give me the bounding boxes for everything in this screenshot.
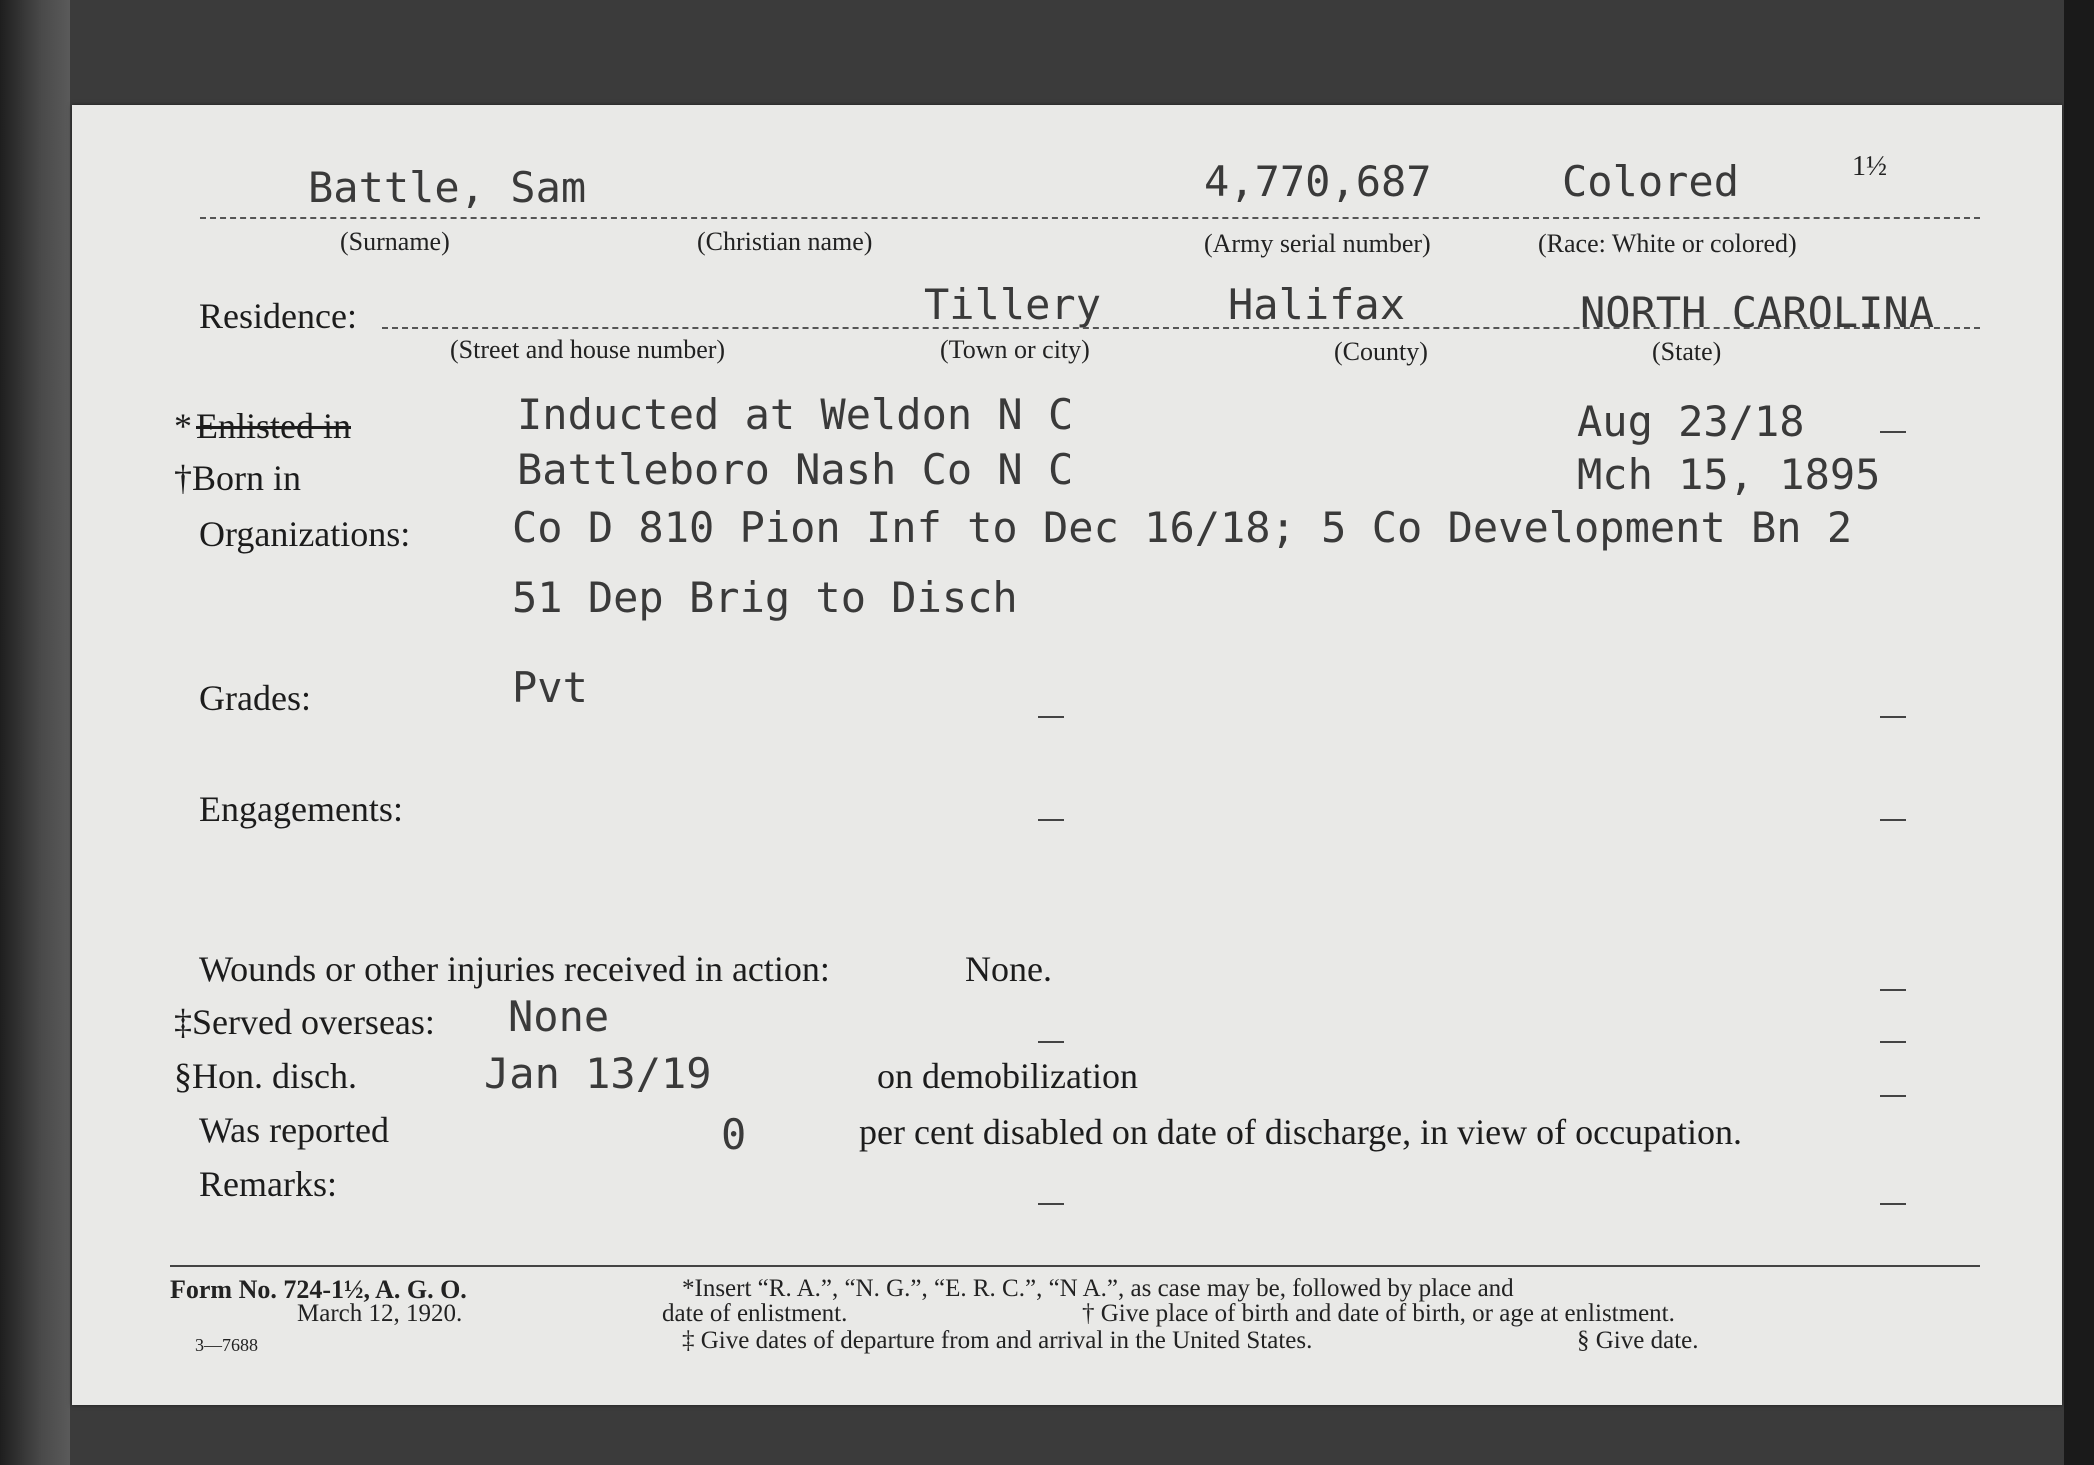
wounds-label: Wounds or other injuries received in action:	[199, 949, 830, 989]
header-line	[200, 217, 1980, 219]
remarks-label: Remarks:	[199, 1164, 337, 1204]
tick-mark	[1038, 1203, 1064, 1205]
tick-mark	[1880, 1203, 1906, 1205]
was-reported-label: Was reported	[199, 1110, 390, 1150]
footnote-discharge: § Give date.	[1577, 1327, 1699, 1354]
discharge-date: Jan 13/19	[484, 1049, 712, 1098]
tick-mark	[1880, 431, 1906, 433]
born-label: †Born in	[174, 458, 302, 498]
footer-rule	[170, 1265, 1980, 1267]
tick-mark	[1880, 989, 1906, 991]
residence-line	[382, 327, 1980, 329]
footnote-enlisted-cont: date of enlistment.	[662, 1300, 848, 1327]
tick-mark	[1880, 819, 1906, 821]
tick-mark	[1038, 819, 1064, 821]
served-overseas-label: ‡Served overseas:	[174, 1002, 435, 1042]
served-overseas-value: None	[508, 992, 610, 1041]
discharge-reason: on demobilization	[877, 1056, 1138, 1096]
footnote-birth: † Give place of birth and date of birth, or age at enlistment.	[1082, 1300, 1675, 1327]
card-number: 1½	[1852, 151, 1887, 182]
wounds-value: None.	[965, 949, 1052, 989]
organizations-line-1: Co D 810 Pion Inf to Dec 16/18; 5 Co Development Bn 2	[512, 503, 1853, 552]
organizations-label: Organizations:	[199, 514, 411, 554]
soldier-name: Battle, Sam	[308, 163, 587, 212]
grades-value: Pvt	[512, 663, 588, 712]
caption-street: (Street and house number)	[450, 335, 726, 364]
caption-state: (State)	[1652, 337, 1722, 366]
serial-number: 4,770,687	[1204, 157, 1432, 206]
footnote-overseas: ‡ Give dates of departure from and arrival in the United States.	[682, 1327, 1313, 1354]
caption-christian-name: (Christian name)	[697, 227, 873, 256]
caption-race: (Race: White or colored)	[1538, 229, 1797, 258]
print-code: 3—7688	[195, 1335, 258, 1355]
race-value: Colored	[1562, 157, 1740, 206]
scan-border-right	[2064, 0, 2094, 1465]
caption-town: (Town or city)	[940, 335, 1090, 364]
enlisted-label: Enlisted in	[196, 406, 351, 446]
born-value: Battleboro Nash Co N C	[517, 445, 1074, 494]
disability-percent: 0	[721, 1110, 747, 1159]
residence-county: Halifax	[1228, 280, 1406, 329]
record-card	[72, 105, 2062, 1405]
enlisted-value: Inducted at Weldon N C	[517, 390, 1074, 439]
born-date: Mch 15, 1895	[1577, 450, 1881, 499]
tick-mark	[1880, 1095, 1906, 1097]
enlisted-date: Aug 23/18	[1577, 397, 1805, 446]
organizations-line-2: 51 Dep Brig to Disch	[512, 573, 1018, 622]
honorable-discharge-label: §Hon. disch.	[174, 1056, 357, 1096]
form-number: Form No. 724-1½, A. G. O.	[170, 1275, 467, 1304]
residence-label: Residence:	[199, 296, 357, 336]
disability-text: per cent disabled on date of discharge, in view of occupation.	[859, 1112, 1743, 1152]
scan-border-left	[0, 0, 70, 1465]
engagements-label: Engagements:	[199, 789, 403, 829]
caption-serial: (Army serial number)	[1204, 229, 1431, 258]
enlisted-mark: *	[174, 406, 192, 446]
residence-state: NORTH CAROLINA	[1580, 288, 1935, 337]
caption-county: (County)	[1334, 337, 1428, 366]
grades-label: Grades:	[199, 678, 311, 718]
caption-surname: (Surname)	[340, 227, 450, 256]
tick-mark	[1038, 716, 1064, 718]
tick-mark	[1880, 1041, 1906, 1043]
tick-mark	[1038, 1041, 1064, 1043]
residence-town: Tillery	[924, 280, 1102, 329]
footnote-enlisted: *Insert “R. A.”, “N. G.”, “E. R. C.”, “N A.”, as case may be, followed by place and	[682, 1275, 1514, 1302]
tick-mark	[1880, 716, 1906, 718]
form-date: March 12, 1920.	[297, 1300, 463, 1327]
